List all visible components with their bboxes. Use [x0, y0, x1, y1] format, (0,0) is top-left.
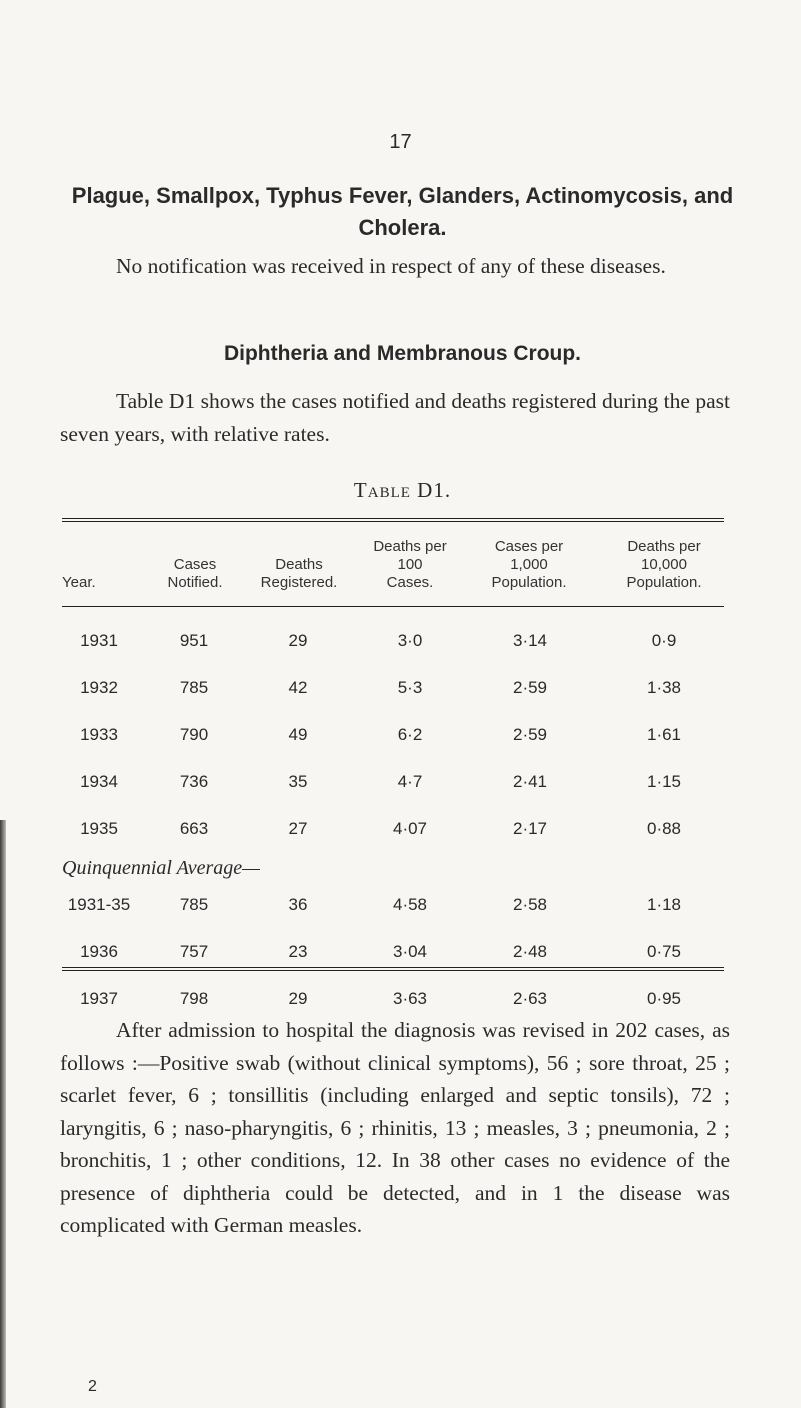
- header-deaths-per-10000: [602, 538, 726, 592]
- page-number: 17: [389, 131, 412, 153]
- table-cell: 2·48: [512, 942, 548, 961]
- table-cell: 3·14: [512, 631, 548, 650]
- table-cell: 36: [288, 895, 308, 914]
- table-cell: 29: [288, 989, 308, 1008]
- table-cell: 29: [288, 631, 308, 650]
- paragraph-table-intro: Table D1 shows the cases notified and deaths registered during the past seven years, with relative rates.: [60, 389, 730, 446]
- table-cell: 736: [179, 772, 209, 791]
- table-cell: 785: [179, 678, 209, 697]
- header-deaths-line1: Deaths: [275, 556, 323, 573]
- table-cell: 42: [288, 678, 308, 697]
- table-cell: 0·95: [646, 989, 682, 1008]
- table-cell: 1·38: [646, 678, 682, 697]
- table-cell: 0·9: [651, 631, 677, 650]
- table-cell: 790: [179, 725, 209, 744]
- table-cell: 6·2: [397, 725, 423, 744]
- section-heading-plague: Plague, Smallpox, Typhus Fever, Glanders, Actinomycosis, and Cholera.: [71, 183, 734, 240]
- header-dp100-line1: Deaths per: [373, 538, 447, 555]
- header-year: Year.: [62, 574, 96, 591]
- table-cell: 2·59: [512, 725, 548, 744]
- table-cell: 1933: [80, 725, 118, 744]
- table-cell: 3·04: [392, 942, 428, 961]
- table-cell: 951: [179, 631, 209, 650]
- table-top-rule: [62, 518, 724, 522]
- header-dp100-line3: Cases.: [386, 574, 434, 591]
- section-heading-diphtheria: Diphtheria and Membranous Croup.: [223, 342, 582, 365]
- table-cell: 1934: [80, 772, 118, 791]
- table-cell: 1932: [80, 678, 118, 697]
- header-cases-per-1000: [466, 538, 592, 592]
- header-cases-line1: Cases: [173, 556, 217, 573]
- header-dp10000-line3: Population.: [626, 574, 702, 591]
- table-cell: 35: [288, 772, 308, 791]
- table-cell: 4·07: [392, 819, 428, 838]
- scan-edge-shadow: [0, 820, 6, 1408]
- quinquennial-average-label: Quinquennial Average—: [62, 857, 260, 879]
- header-deaths-per-100: [355, 538, 465, 592]
- header-dp10000-line2: 10,000: [641, 556, 687, 573]
- table-cell: 1931-35: [67, 895, 131, 914]
- table-cell: 3·0: [397, 631, 423, 650]
- table-cell: 2·63: [512, 989, 548, 1008]
- table-cell: 785: [179, 895, 209, 914]
- table-cell: 1·15: [646, 772, 682, 791]
- table-cell: 0·75: [646, 942, 682, 961]
- table-cell: 1·18: [646, 895, 682, 914]
- signature-mark: 2: [88, 1378, 97, 1395]
- header-dp10000-line1: Deaths per: [627, 538, 701, 555]
- table-header-rule: [62, 606, 724, 607]
- table-cell: 1·61: [646, 725, 682, 744]
- table-cell: 2·59: [512, 678, 548, 697]
- header-cp1000-line2: 1,000: [510, 556, 548, 573]
- table-cell: 757: [179, 942, 209, 961]
- table-cell: 2·58: [512, 895, 548, 914]
- table-caption: Table D1.: [353, 478, 452, 502]
- table-cell: 4·7: [397, 772, 423, 791]
- header-cases-line2: Notified.: [167, 574, 223, 591]
- paragraph-no-notification: No notification was received in respect of any of these diseases.: [116, 254, 666, 278]
- table-cell: 798: [179, 989, 209, 1008]
- table-cell: 27: [288, 819, 308, 838]
- paragraph-diagnosis-revised: After admission to hospital the diagnosis was revised in 202 cases, as follows :—Positive swab (without clinical symptoms), 56 ; sore throat, 25 ; scarlet fever, 6 ; tonsillitis (including enlarged and septic tonsils), 72 ; laryngitis, 6 ; naso-pharyngitis, 6 ; rhinitis, 13 ; measles, 3 ; pneumonia, 2 ; bronchitis, 1 ; other conditions, 12. In 38 other cases no evidence of the presence of diphtheria could be detected, and in 1 the disease was complicated with German measles.: [60, 1018, 730, 1237]
- table-cell: 2·41: [512, 772, 548, 791]
- table-cell: 663: [179, 819, 209, 838]
- table-cell: 49: [288, 725, 308, 744]
- table-cell: 1937: [80, 989, 118, 1008]
- table-cell: 3·63: [392, 989, 428, 1008]
- header-deaths-line2: Registered.: [260, 574, 338, 591]
- table-cell: 4·58: [392, 895, 428, 914]
- header-cp1000-line3: Population.: [491, 574, 567, 591]
- table-cell: 2·17: [512, 819, 548, 838]
- table-cell: 0·88: [646, 819, 682, 838]
- header-cases: [145, 556, 245, 592]
- header-cp1000-line1: Cases per: [494, 538, 564, 555]
- header-dp100-line2: 100: [397, 556, 423, 573]
- header-deaths: [244, 556, 354, 592]
- table-cell: 5·3: [397, 678, 423, 697]
- table-cell: 1935: [80, 819, 118, 838]
- table-bottom-rule: [62, 967, 724, 971]
- table-cell: 23: [288, 942, 308, 961]
- table-cell: 1936: [80, 942, 118, 961]
- table-cell: 1931: [80, 631, 118, 650]
